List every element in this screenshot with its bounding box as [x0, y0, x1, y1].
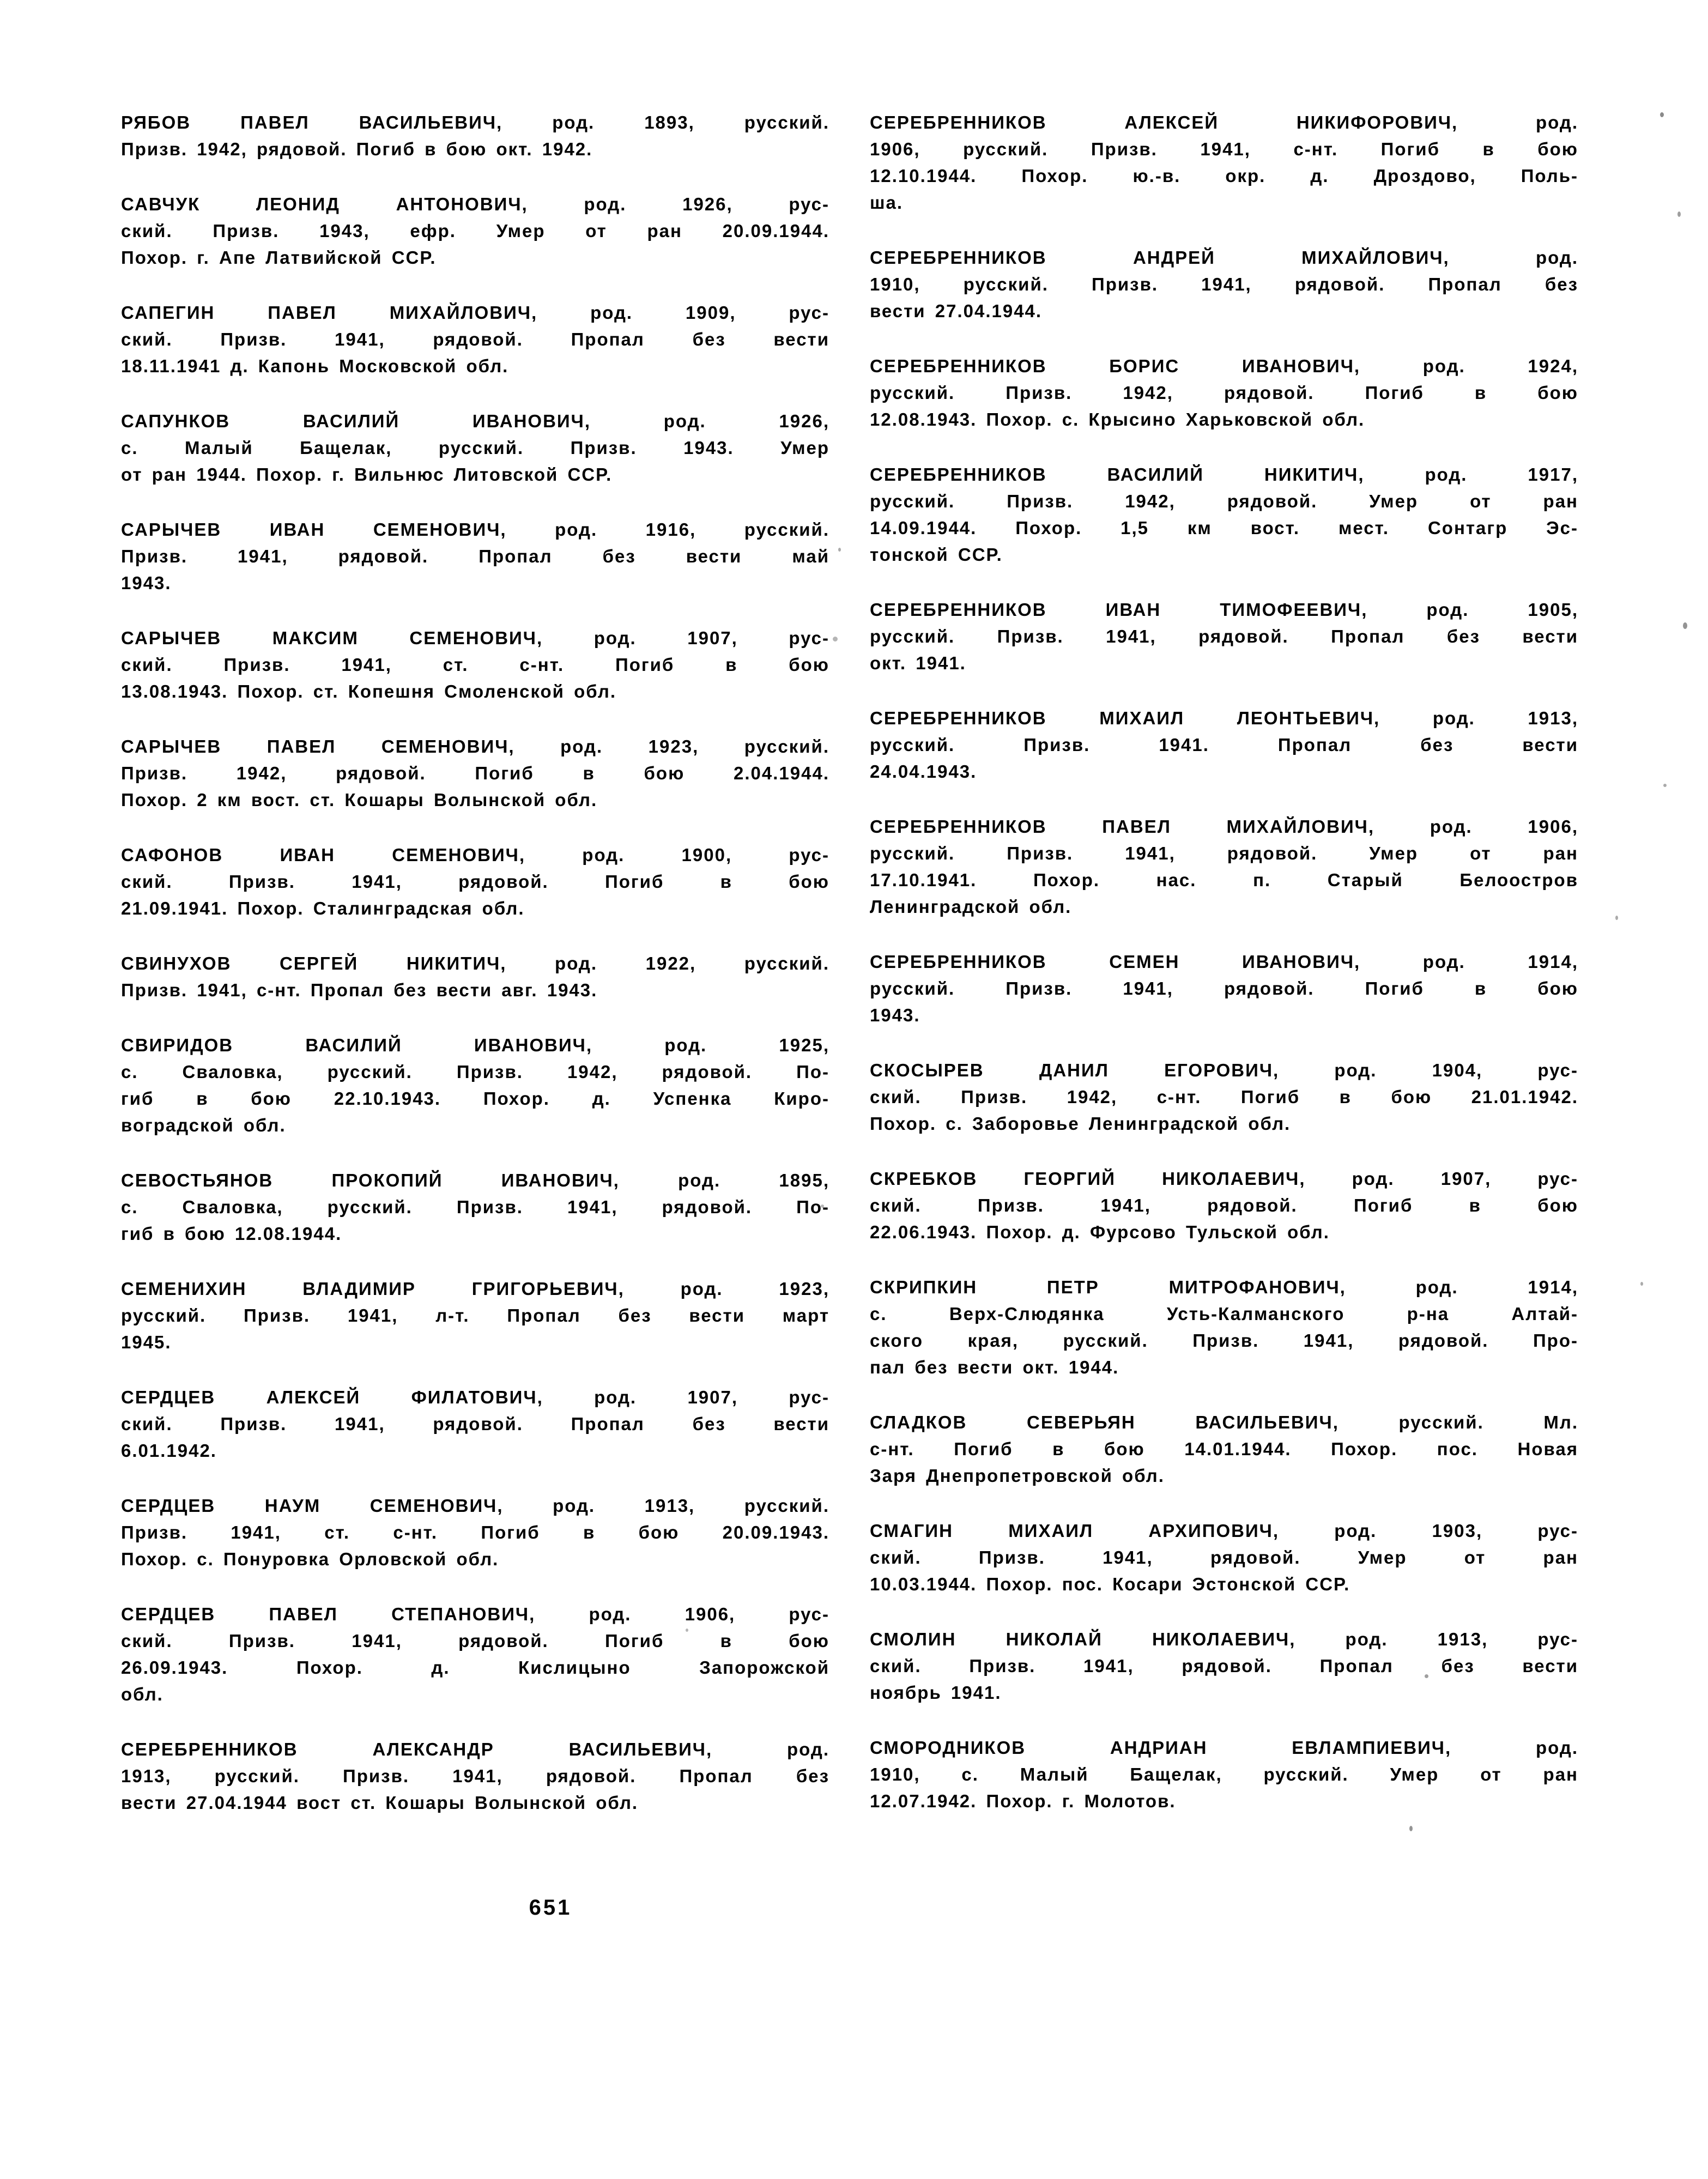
entry-line: Похор. г. Апе Латвийской ССР. — [121, 247, 437, 268]
entry-line: Призв. 1942, рядовой. Погиб в бою окт. 1942. — [121, 139, 593, 159]
entry-line: 10.03.1944. Похор. пос. Косари Эстонской ССР. — [870, 1574, 1350, 1594]
memorial-entry — [870, 1626, 1578, 1706]
entry-line: русский. Призв. 1942, рядовой. Погиб в бою — [870, 383, 1578, 403]
entry-line: 12.10.1944. Похор. ю.-в. окр. д. Дроздово, Поль- — [870, 166, 1578, 186]
scan-noise-speck — [821, 1204, 824, 1208]
memorial-entry — [870, 1517, 1578, 1597]
scan-noise-speck — [1640, 1282, 1643, 1286]
entry-line: 18.11.1941 д. Капонь Московской обл. — [121, 356, 509, 376]
entry-line: СВИНУХОВ СЕРГЕЙ НИКИТИЧ, род. 1922, русский. — [121, 953, 829, 973]
entry-line: СВИРИДОВ ВАСИЛИЙ ИВАНОВИЧ, род. 1925, — [121, 1035, 829, 1055]
memorial-entry — [121, 408, 829, 488]
entry-line: СЕРДЦЕВ АЛЕКСЕЙ ФИЛАТОВИЧ, род. 1907, рус- — [121, 1387, 829, 1407]
entry-line: СЕРЕБРЕННИКОВ АНДРЕЙ МИХАЙЛОВИЧ, род. — [870, 247, 1578, 268]
entry-line: вести 27.04.1944. — [870, 301, 1043, 321]
entry-line: русский. Призв. 1942, рядовой. Умер от ран — [870, 491, 1578, 511]
entry-line: Призв. 1941, ст. с-нт. Погиб в бою 20.09.1943. — [121, 1522, 829, 1542]
entry-line: ский. Призв. 1941, рядовой. Пропал без вести — [121, 1414, 829, 1434]
entry-line: 14.09.1944. Похор. 1,5 км вост. мест. Сонтагр Эс- — [870, 518, 1578, 538]
entry-line: 24.04.1943. — [870, 761, 977, 782]
scan-noise-speck — [1683, 622, 1687, 629]
entry-line: СЕРЕБРЕННИКОВ СЕМЕН ИВАНОВИЧ, род. 1914, — [870, 952, 1578, 972]
entry-line: СЕРДЦЕВ ПАВЕЛ СТЕПАНОВИЧ, род. 1906, рус- — [121, 1604, 829, 1624]
memorial-entry — [121, 191, 829, 271]
entry-line: СЕВОСТЬЯНОВ ПРОКОПИЙ ИВАНОВИЧ, род. 1895, — [121, 1170, 829, 1190]
left-column — [121, 109, 829, 1844]
entry-line: воградской обл. — [121, 1115, 286, 1135]
entry-line: ноябрь 1941. — [870, 1682, 1002, 1703]
entry-line: Ленинградской обл. — [870, 897, 1072, 917]
entry-line: 1943. — [121, 573, 172, 593]
memorial-entry — [870, 1274, 1578, 1381]
scan-noise-speck — [1677, 211, 1681, 217]
memorial-entry — [121, 950, 829, 1003]
entry-line: пал без вести окт. 1944. — [870, 1357, 1119, 1377]
memorial-entry — [121, 1032, 829, 1139]
entry-line: РЯБОВ ПАВЕЛ ВАСИЛЬЕВИЧ, род. 1893, русский. — [121, 112, 829, 132]
memorial-entry — [121, 1167, 829, 1247]
entry-line: 6.01.1942. — [121, 1440, 217, 1461]
memorial-entry — [121, 299, 829, 379]
entry-line: Призв. 1941, с-нт. Пропал без вести авг. 1943. — [121, 980, 598, 1000]
entry-line: 17.10.1941. Похор. нас. п. Старый Белоостров — [870, 870, 1578, 890]
entry-line: русский. Призв. 1941, рядовой. Умер от ран — [870, 843, 1578, 863]
entry-line: русский. Призв. 1941, рядовой. Погиб в бою — [870, 978, 1578, 998]
entry-line: ский. Призв. 1941, рядовой. Погиб в бою — [870, 1195, 1578, 1215]
entry-line: с. Сваловка, русский. Призв. 1942, рядовой. По- — [121, 1062, 829, 1082]
entry-line: с. Малый Бащелак, русский. Призв. 1943. Умер — [121, 438, 829, 458]
right-column — [870, 109, 1578, 1843]
entry-line: 26.09.1943. Похор. д. Кислицыно Запорожской — [121, 1657, 829, 1678]
entry-line: от ран 1944. Похор. г. Вильнюс Литовской ССР. — [121, 464, 613, 485]
entry-line: гиб в бою 12.08.1944. — [121, 1224, 342, 1244]
scan-noise-speck — [1425, 1674, 1428, 1678]
scan-noise-speck — [686, 1629, 688, 1632]
memorial-entry — [870, 461, 1578, 568]
memorial-entry — [870, 244, 1578, 324]
entry-line: ский. Призв. 1941, рядовой. Пропал без вести — [121, 329, 829, 349]
memorial-entry — [870, 596, 1578, 676]
entry-line: СМОЛИН НИКОЛАЙ НИКОЛАЕВИЧ, род. 1913, рус- — [870, 1629, 1578, 1649]
entry-line: СЛАДКОВ СЕВЕРЬЯН ВАСИЛЬЕВИЧ, русский. Мл. — [870, 1412, 1578, 1432]
entry-line: ский. Призв. 1942, с-нт. Погиб в бою 21.01.1942. — [870, 1087, 1578, 1107]
scan-noise-speck — [838, 548, 841, 552]
memorial-entry — [121, 1492, 829, 1572]
memorial-entry — [121, 625, 829, 705]
entry-line: САПЕГИН ПАВЕЛ МИХАЙЛОВИЧ, род. 1909, рус- — [121, 302, 829, 323]
entry-line: Похор. с. Заборовье Ленинградской обл. — [870, 1113, 1291, 1134]
entry-line: СМАГИН МИХАИЛ АРХИПОВИЧ, род. 1903, рус- — [870, 1521, 1578, 1541]
entry-line: СЕРДЦЕВ НАУМ СЕМЕНОВИЧ, род. 1913, русский. — [121, 1496, 829, 1516]
scan-noise-speck — [1409, 1826, 1413, 1831]
entry-line: гиб в бою 22.10.1943. Похор. д. Успенка Киро- — [121, 1088, 829, 1109]
entry-line: СЕРЕБРЕННИКОВ ВАСИЛИЙ НИКИТИЧ, род. 1917, — [870, 464, 1578, 485]
entry-line: СКОСЫРЕВ ДАНИЛ ЕГОРОВИЧ, род. 1904, рус- — [870, 1060, 1578, 1080]
entry-line: ша. — [870, 192, 904, 213]
memorial-entry — [121, 1601, 829, 1708]
entry-line: Заря Днепропетровской обл. — [870, 1466, 1165, 1486]
entry-line: тонской ССР. — [870, 544, 1003, 565]
entry-line: ский. Призв. 1941, ст. с-нт. Погиб в бою — [121, 655, 829, 675]
memorial-entry — [121, 1384, 829, 1464]
entry-line: ский. Призв. 1941, рядовой. Погиб в бою — [121, 1631, 829, 1651]
entry-line: 1910, с. Малый Бащелак, русский. Умер от ран — [870, 1764, 1578, 1784]
entry-line: русский. Призв. 1941, рядовой. Пропал без вести — [870, 626, 1578, 646]
entry-line: САРЫЧЕВ МАКСИМ СЕМЕНОВИЧ, род. 1907, рус- — [121, 628, 829, 648]
entry-line: СЕМЕНИХИН ВЛАДИМИР ГРИГОРЬЕВИЧ, род. 1923, — [121, 1279, 829, 1299]
memorial-entry — [121, 1736, 829, 1816]
memorial-entry — [870, 1057, 1578, 1137]
entry-line: СЕРЕБРЕННИКОВ ПАВЕЛ МИХАЙЛОВИЧ, род. 1906, — [870, 816, 1578, 837]
entry-line: 13.08.1943. Похор. ст. Копешня Смоленской обл. — [121, 681, 616, 701]
memorial-entry — [121, 109, 829, 162]
entry-line: вести 27.04.1944 вост ст. Кошары Волынской обл. — [121, 1793, 639, 1813]
entry-line: СЕРЕБРЕННИКОВ АЛЕКСАНДР ВАСИЛЬЕВИЧ, род. — [121, 1739, 829, 1759]
entry-line: САРЫЧЕВ ИВАН СЕМЕНОВИЧ, род. 1916, русский. — [121, 519, 829, 540]
entry-line: СЕРЕБРЕННИКОВ ИВАН ТИМОФЕЕВИЧ, род. 1905, — [870, 600, 1578, 620]
entry-line: с-нт. Погиб в бою 14.01.1944. Похор. пос. Новая — [870, 1439, 1578, 1459]
scan-noise-speck — [1615, 916, 1618, 920]
entry-line: 22.06.1943. Похор. д. Фурсово Тульской обл. — [870, 1222, 1330, 1242]
entry-line: СКРЕБКОВ ГЕОРГИЙ НИКОЛАЕВИЧ, род. 1907, рус- — [870, 1169, 1578, 1189]
entry-line: 1910, русский. Призв. 1941, рядовой. Пропал без — [870, 274, 1578, 294]
entry-line: 1943. — [870, 1005, 920, 1025]
memorial-entry — [870, 1165, 1578, 1245]
entry-line: Призв. 1941, рядовой. Пропал без вести май — [121, 546, 829, 566]
page-number: 651 — [529, 1896, 572, 1920]
memorial-entry — [121, 516, 829, 596]
entry-line: СЕРЕБРЕННИКОВ БОРИС ИВАНОВИЧ, род. 1924, — [870, 356, 1578, 376]
memorial-entry — [870, 705, 1578, 785]
memorial-entry — [870, 948, 1578, 1028]
entry-line: САРЫЧЕВ ПАВЕЛ СЕМЕНОВИЧ, род. 1923, русский. — [121, 736, 829, 756]
memorial-entry — [870, 1409, 1578, 1489]
memorial-entry — [121, 842, 829, 922]
entry-line: ский. Призв. 1943, ефр. Умер от ран 20.09.1944. — [121, 221, 829, 241]
entry-line: ский. Призв. 1941, рядовой. Погиб в бою — [121, 871, 829, 892]
scan-noise-speck — [833, 637, 838, 641]
memorial-entry — [870, 813, 1578, 920]
entry-line: САФОНОВ ИВАН СЕМЕНОВИЧ, род. 1900, рус- — [121, 845, 829, 865]
scan-noise-speck — [1660, 112, 1664, 117]
entry-line: 1906, русский. Призв. 1941, с-нт. Погиб в бою — [870, 139, 1578, 159]
entry-line: ского края, русский. Призв. 1941, рядовой. Про- — [870, 1330, 1578, 1351]
entry-line: 1913, русский. Призв. 1941, рядовой. Пропал без — [121, 1766, 829, 1786]
entry-line: 1945. — [121, 1332, 172, 1352]
entry-line: с. Верх-Слюдянка Усть-Калманского р-на Алтай- — [870, 1304, 1578, 1324]
scan-noise-speck — [1663, 784, 1667, 787]
entry-line: Призв. 1942, рядовой. Погиб в бою 2.04.1944. — [121, 763, 829, 783]
entry-line: Похор. 2 км вост. ст. Кошары Волынской обл. — [121, 790, 598, 810]
entry-line: СКРИПКИН ПЕТР МИТРОФАНОВИЧ, род. 1914, — [870, 1277, 1578, 1297]
entry-line: ский. Призв. 1941, рядовой. Пропал без вести — [870, 1656, 1578, 1676]
entry-line: ский. Призв. 1941, рядовой. Умер от ран — [870, 1547, 1578, 1567]
memorial-entry — [870, 109, 1578, 216]
entry-line: 21.09.1941. Похор. Сталинградская обл. — [121, 898, 525, 918]
entry-line: СЕРЕБРЕННИКОВ АЛЕКСЕЙ НИКИФОРОВИЧ, род. — [870, 112, 1578, 132]
entry-line: русский. Призв. 1941. Пропал без вести — [870, 735, 1578, 755]
memorial-entry — [870, 1734, 1578, 1814]
memorial-entry — [121, 1275, 829, 1355]
entry-line: САПУНКОВ ВАСИЛИЙ ИВАНОВИЧ, род. 1926, — [121, 411, 829, 431]
memorial-entry — [121, 733, 829, 813]
entry-line: СЕРЕБРЕННИКОВ МИХАИЛ ЛЕОНТЬЕВИЧ, род. 1913, — [870, 708, 1578, 728]
entry-line: русский. Призв. 1941, л-т. Пропал без вести март — [121, 1305, 829, 1325]
entry-line: Похор. с. Понуровка Орловской обл. — [121, 1549, 499, 1569]
entry-line: САВЧУК ЛЕОНИД АНТОНОВИЧ, род. 1926, рус- — [121, 194, 829, 214]
entry-line: обл. — [121, 1684, 163, 1704]
entry-line: 12.08.1943. Похор. с. Крысино Харьковской обл. — [870, 409, 1365, 429]
memorial-entry — [870, 353, 1578, 433]
entry-line: СМОРОДНИКОВ АНДРИАН ЕВЛАМПИЕВИЧ, род. — [870, 1738, 1578, 1758]
entry-line: окт. 1941. — [870, 653, 966, 673]
entry-line: 12.07.1942. Похор. г. Молотов. — [870, 1791, 1176, 1811]
entry-line: с. Сваловка, русский. Призв. 1941, рядовой. По- — [121, 1197, 829, 1217]
